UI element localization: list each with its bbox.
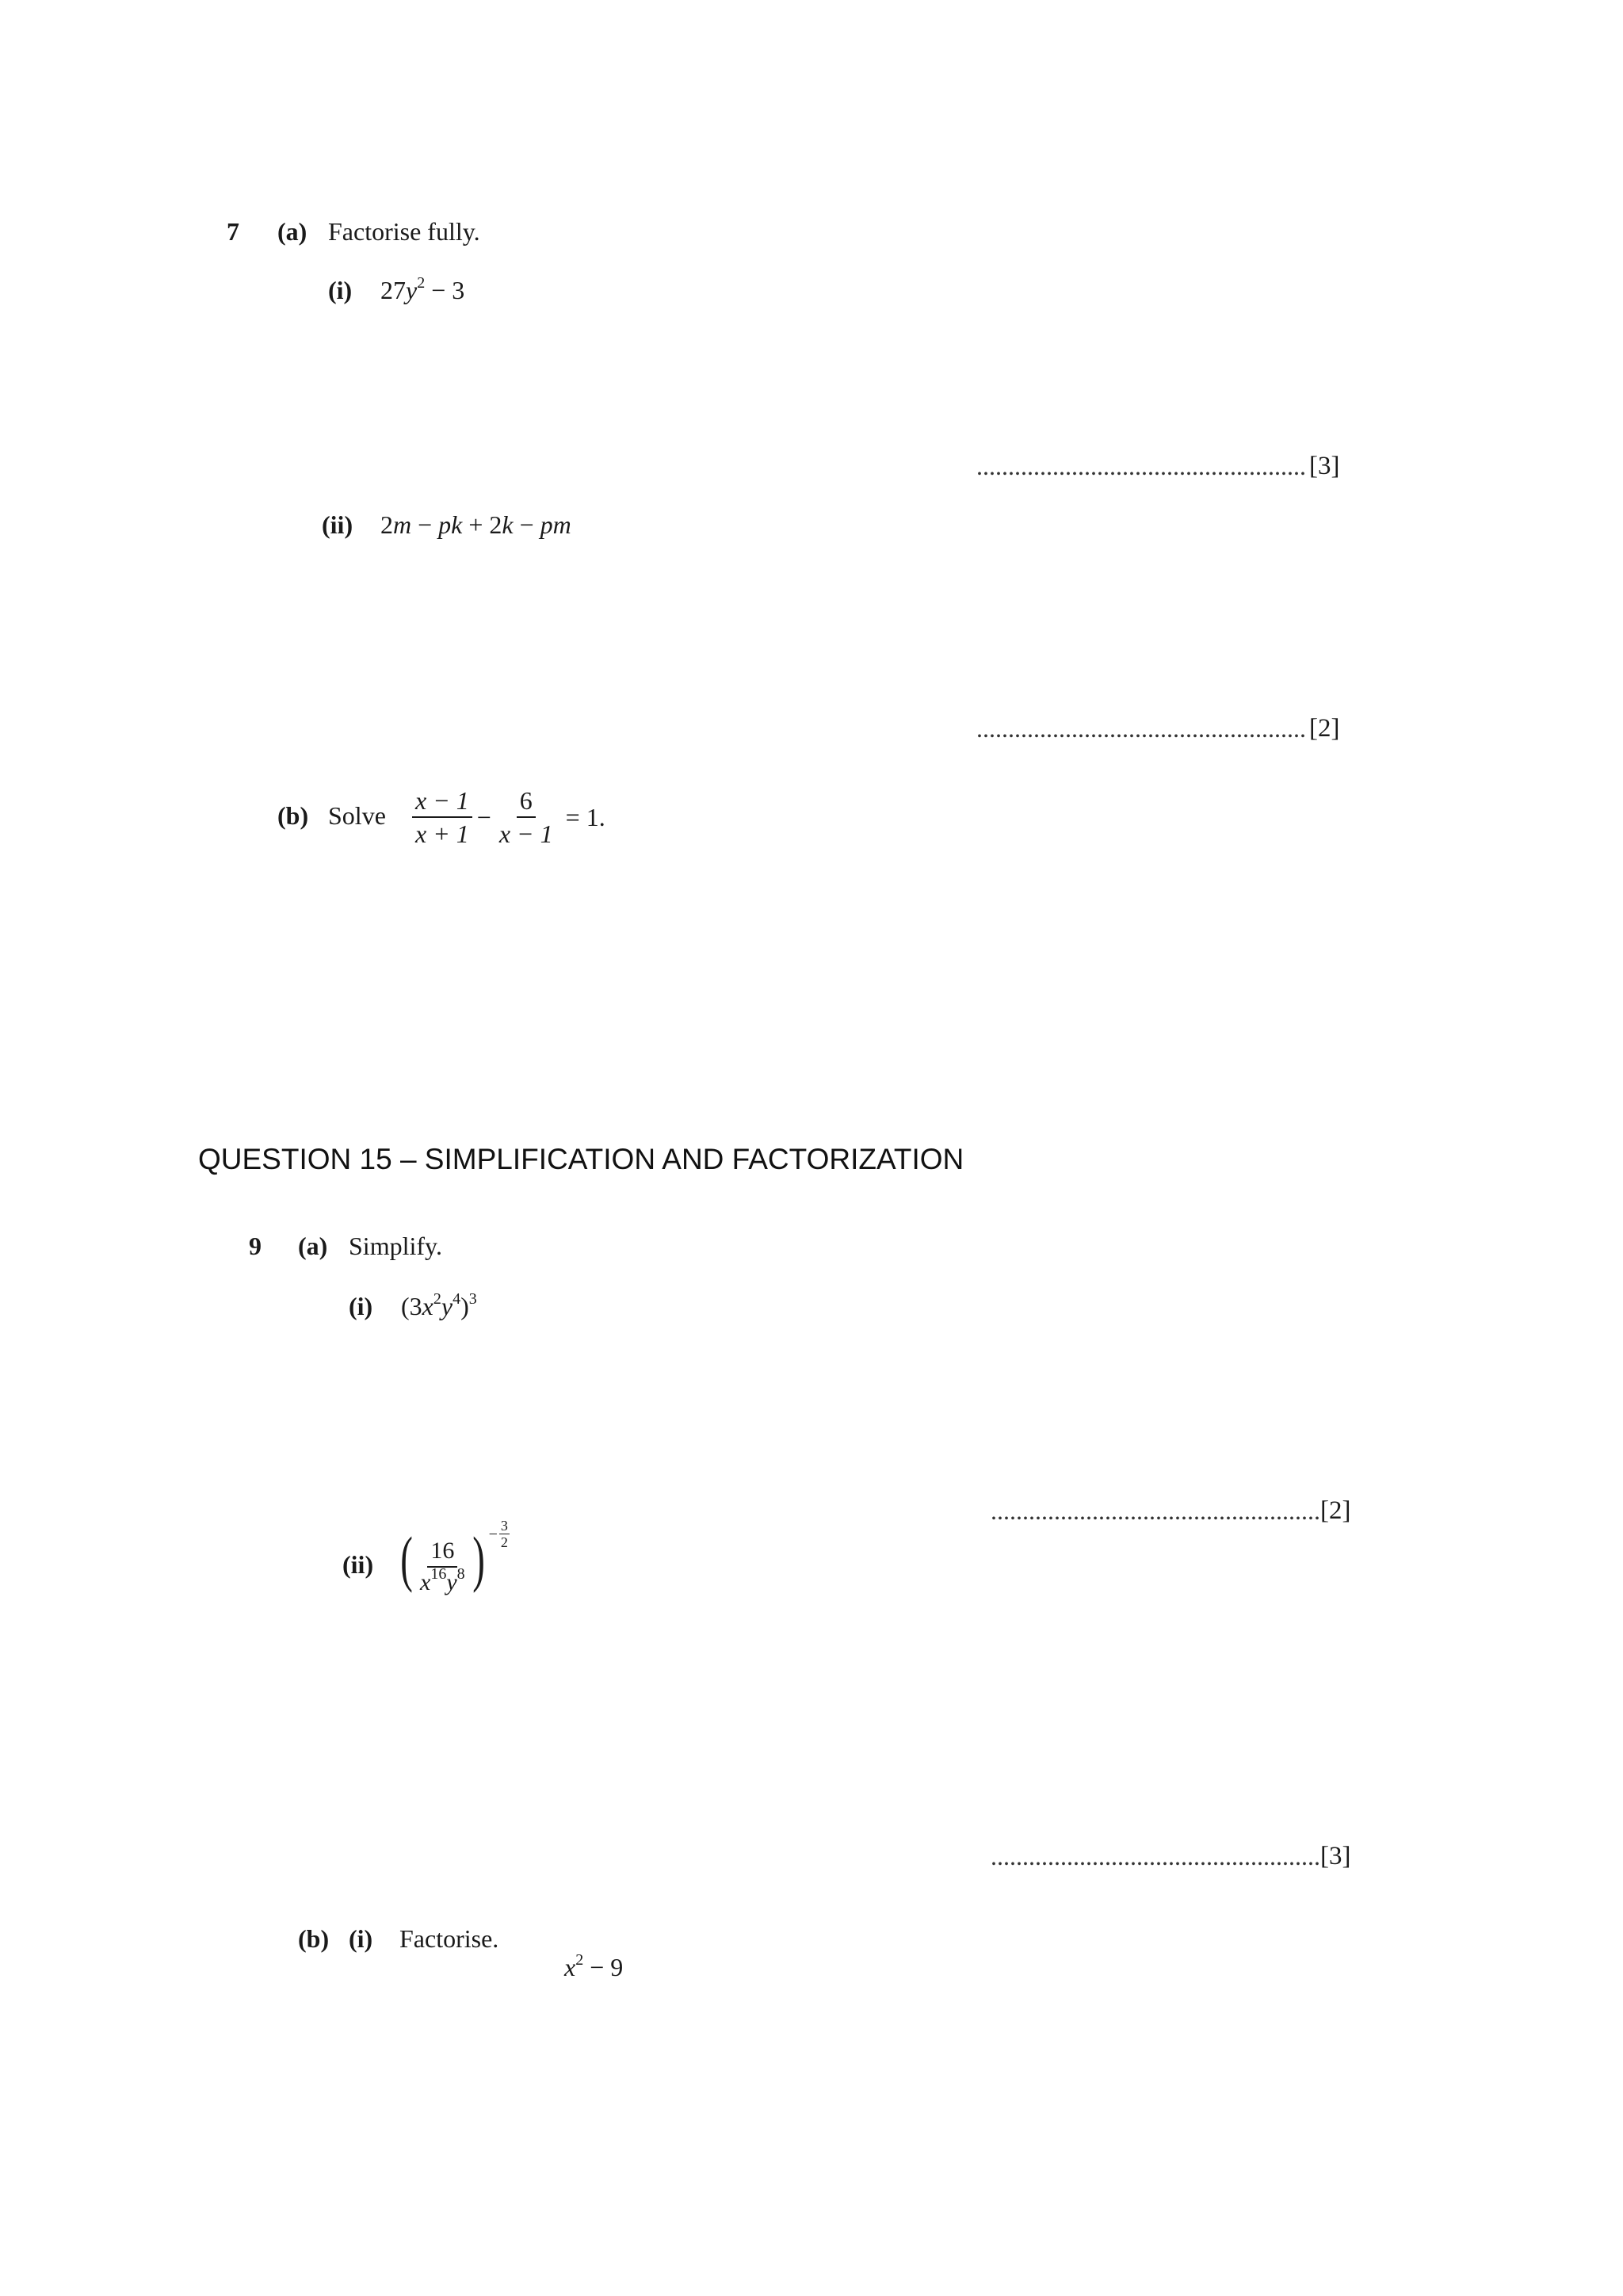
marks-label: [2] — [1320, 1496, 1351, 1525]
subpart-label: (i) — [349, 1924, 373, 1953]
answer-line[interactable]: .................................................... — [976, 452, 1306, 480]
subpart-label: (i) — [328, 276, 353, 304]
subpart-label: (ii) — [342, 1550, 374, 1579]
part-instruction: Solve — [328, 801, 386, 830]
exponent: − $\frac{3}{2}$ — [488, 1518, 508, 1550]
expression: $27y^2 - 3$ — [380, 274, 465, 304]
part-instruction: Factorise fully. — [328, 217, 480, 246]
part-label: (b) — [298, 1924, 330, 1953]
fraction: $\frac{16}{x^{16}y^8}$ — [419, 1538, 465, 1595]
marks-label: [3] — [1309, 452, 1340, 480]
equation: $\frac{x - 1}{x + 1}$ − $\frac{6}{x - 1}$ = 1. — [412, 788, 605, 846]
fraction: $\frac{6}{x - 1}$ — [498, 786, 553, 848]
answer-line[interactable]: .................................................... — [991, 1496, 1320, 1525]
subpart-label: (ii) — [322, 510, 353, 539]
subpart-label: (i) — [349, 1292, 373, 1320]
expression: $(3x^2y^4)^3$ — [401, 1290, 477, 1320]
expression: ( $\frac{16}{x^{16}y^8}$ ) − $\frac{3}{2}$ — [400, 1518, 508, 1595]
part-instruction: Factorise. — [399, 1924, 499, 1953]
section-heading: QUESTION 15 – SIMPLIFICATION AND FACTORIZATION — [198, 1143, 964, 1175]
marks-label: [3] — [1320, 1842, 1351, 1870]
question-number: 9 — [249, 1232, 262, 1260]
question-number: 7 — [227, 217, 239, 246]
part-label: (a) — [277, 217, 307, 246]
expression: $x^2 - 9$ — [564, 1951, 624, 1981]
answer-line[interactable]: .................................................... — [991, 1842, 1320, 1870]
expression: 2m − pk + 2k − pm — [380, 510, 571, 539]
part-instruction: Simplify. — [349, 1232, 442, 1260]
answer-line[interactable]: .................................................... — [976, 714, 1306, 743]
part-label: (b) — [277, 801, 309, 830]
marks-label: [2] — [1309, 714, 1340, 743]
fraction: $\frac{x - 1}{x + 1}$ — [412, 788, 472, 846]
part-label: (a) — [298, 1232, 328, 1260]
